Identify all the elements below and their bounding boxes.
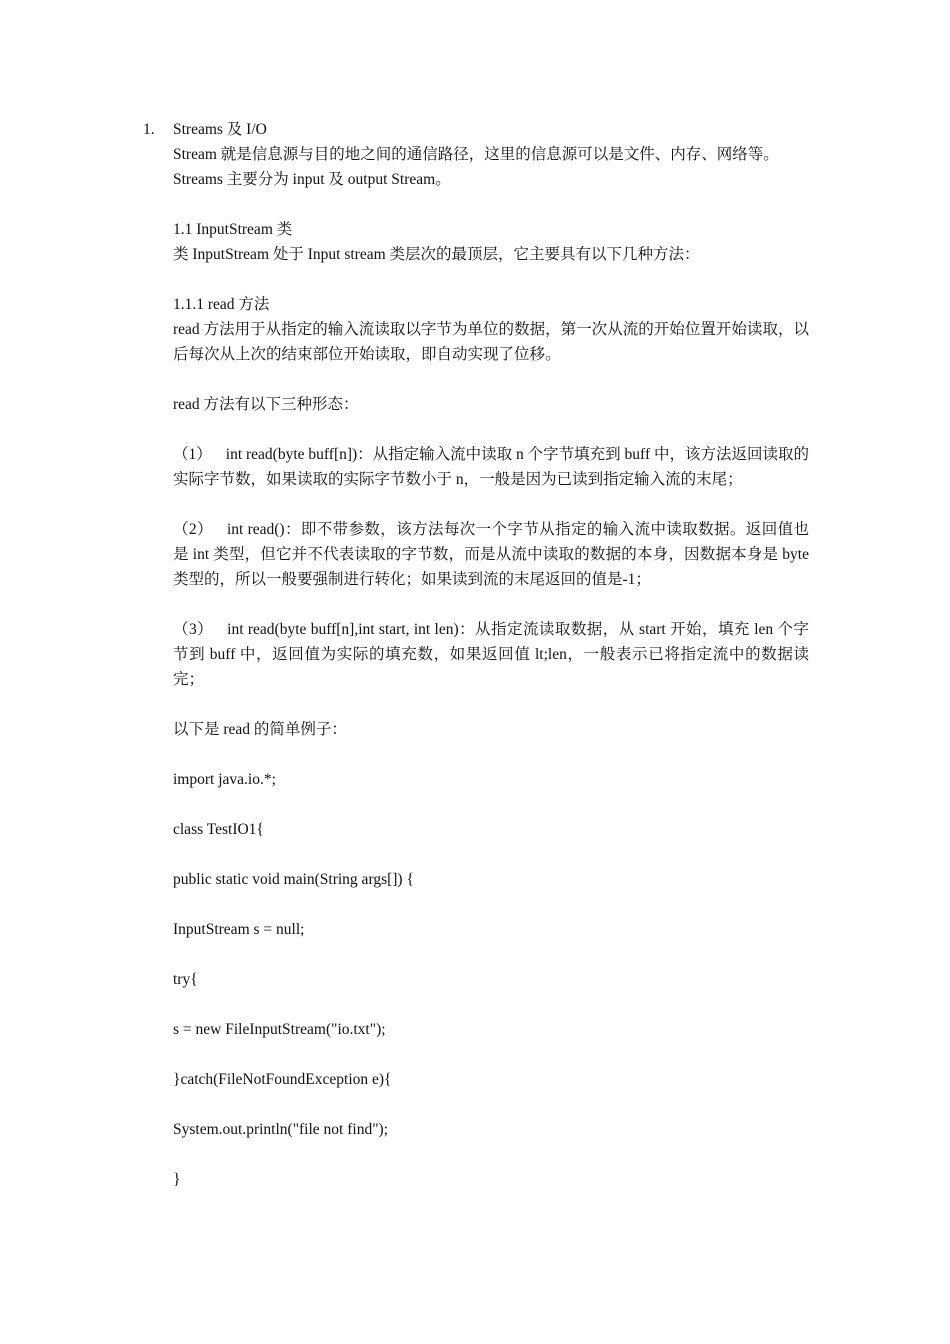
blank-line xyxy=(173,942,809,967)
read-form-item-3 xyxy=(173,617,809,692)
section-intro-line-1: Stream 就是信息源与目的地之间的通信路径，这里的信息源可以是文件、内存、网络等。 xyxy=(173,146,779,163)
blank-line xyxy=(173,1142,809,1167)
blank-line xyxy=(173,1042,809,1067)
code-line: class TestIO1{ xyxy=(173,821,264,838)
blank-line xyxy=(173,842,809,867)
code-line: public static void main(String args[]) { xyxy=(173,871,414,888)
blank-line xyxy=(173,992,809,1017)
list-item-text: int read()：即不带参数，该方法每次一个字节从指定的输入流中读取数据。返回值也是 int 类型，但它并不代表读取的字节数，而是从流中读取的数据的本身，因数据本身是 byte 类型的，所以一般要强制进行转化；如果读到流的末尾返回的值是-1； xyxy=(173,521,809,588)
document-body xyxy=(173,117,809,1192)
code-line: import java.io.*; xyxy=(173,771,276,788)
subsection-heading-1-1-1: 1.1.1 read 方法 xyxy=(173,296,270,313)
blank-line xyxy=(173,692,809,717)
code-line: s = new FileInputStream("io.txt"); xyxy=(173,1021,386,1038)
blank-line xyxy=(173,1092,809,1117)
blank-line xyxy=(173,192,809,217)
list-item-text: int read(byte buff[n],int start, int len)：从指定流读取数据，从 start 开始，填充 len 个字节到 buff 中，返回值为实际的填充数，如果返回值 lt;len，一般表示已将指定流中的数据读完； xyxy=(173,621,809,688)
list-item-number: （2） xyxy=(173,521,213,538)
section-number: 1. xyxy=(143,121,155,138)
blank-line xyxy=(173,492,809,517)
blank-line xyxy=(173,792,809,817)
section-title: Streams 及 I/O xyxy=(173,121,267,138)
list-item-text: int read(byte buff[n])：从指定输入流中读取 n 个字节填充到 buff 中，该方法返回读取的实际字节数，如果读取的实际字节数小于 n，一般是因为已读到指定输入流的末尾； xyxy=(173,446,809,488)
blank-line xyxy=(173,892,809,917)
code-line: try{ xyxy=(173,971,198,988)
code-line: }catch(FileNotFoundException e){ xyxy=(173,1071,392,1088)
read-method-description: read 方法用于从指定的输入流读取以字节为单位的数据，第一次从流的开始位置开始读取，以后每次从上次的结束部位开始读取，即自动实现了位移。 xyxy=(173,321,809,363)
example-intro: 以下是 read 的简单例子： xyxy=(173,721,347,738)
read-form-item-1 xyxy=(173,442,809,492)
code-line: InputStream s = null; xyxy=(173,921,305,938)
list-item-number: （1） xyxy=(173,446,212,463)
read-form-item-2 xyxy=(173,517,809,592)
blank-line xyxy=(173,742,809,767)
subsection-heading-1-1: 1.1 InputStream 类 xyxy=(173,221,293,238)
blank-line xyxy=(173,367,809,392)
blank-line xyxy=(173,592,809,617)
code-line: System.out.println("file not find"); xyxy=(173,1121,388,1138)
list-item-number: （3） xyxy=(173,621,214,638)
blank-line xyxy=(173,417,809,442)
read-forms-intro: read 方法有以下三种形态： xyxy=(173,396,359,413)
section-intro-line-2: Streams 主要分为 input 及 output Stream。 xyxy=(173,171,451,188)
blank-line xyxy=(173,267,809,292)
code-line: } xyxy=(173,1171,181,1188)
subsection-text-1-1: 类 InputStream 处于 Input stream 类层次的最顶层，它主要具有以下几种方法： xyxy=(173,246,700,263)
